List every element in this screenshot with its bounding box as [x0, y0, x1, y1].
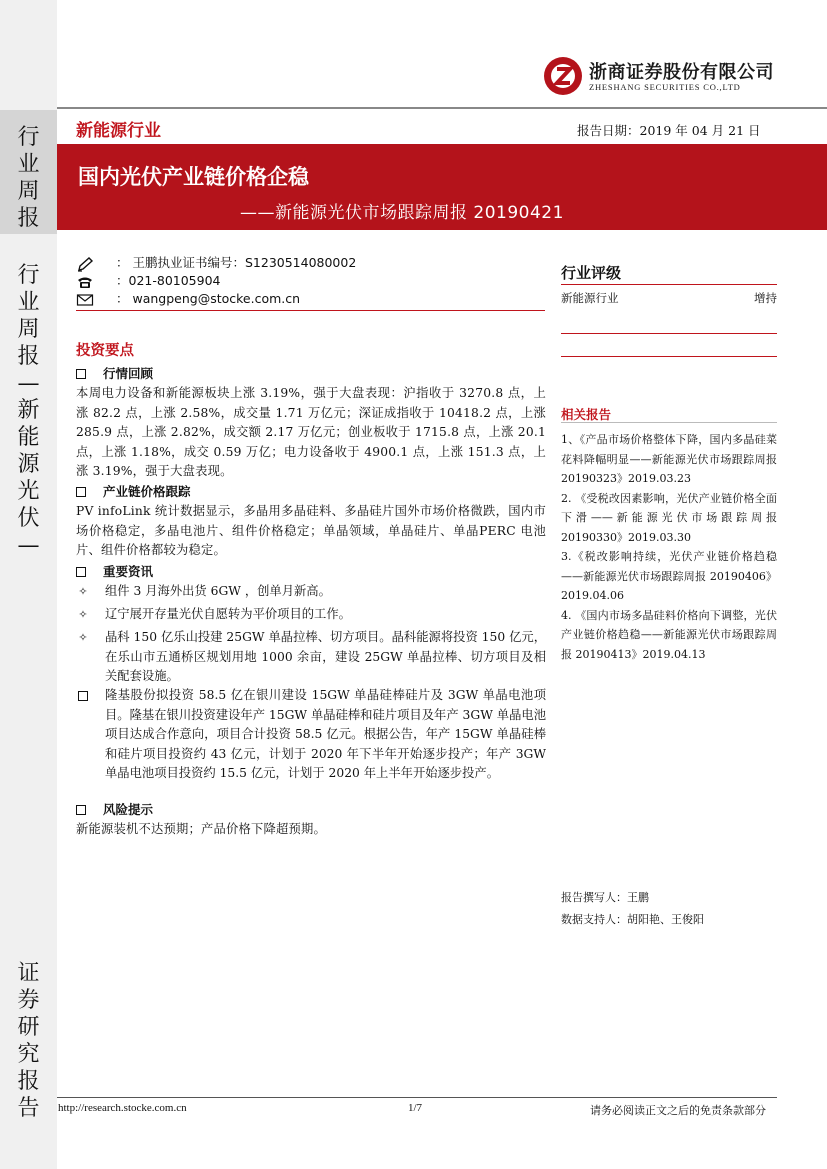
- rating-industry: 新能源行业: [561, 291, 619, 305]
- diamond-bullet-icon: ✧: [78, 585, 88, 598]
- rating-heading: 行业评级: [561, 264, 622, 282]
- side-label-top: 行 业 周 报: [17, 125, 40, 231]
- rating-divider: [561, 356, 777, 357]
- footer-divider: [57, 1097, 777, 1098]
- email-link[interactable]: ： wangpeng@stocke.com.cn: [116, 291, 301, 306]
- company-name-en: ZHESHANG SECURITIES CO.,LTD: [589, 82, 741, 92]
- news-item: ✧ 组件 3 月海外出货 6GW ，创单月新高。: [76, 582, 546, 602]
- news-item: ✧ 晶科 150 亿乐山投建 25GW 单晶拉棒、切方项目。晶科能源将投资 150 亿元，在乐山市五通桥区规划用地 1000 余亩，建设 25GW 单晶拉棒、切方项目及相关配套设施。: [76, 628, 546, 687]
- report-writer: 报告撰写人：王鹏: [561, 891, 649, 904]
- contact-divider: [76, 310, 545, 311]
- related-report-item[interactable]: 3.《税改影响持续，光伏产业链价格趋稳——新能源光伏市场跟踪周报 20190406》2019.04.06: [561, 550, 777, 602]
- footer-url-link[interactable]: http://research.stocke.com.cn: [58, 1102, 187, 1114]
- contact-phone: ：021-80105904: [76, 272, 221, 290]
- price-tracking-text: PV infoLink 统计数据显示，多晶用多晶硅料、多晶硅片国外市场价格微跌，国内市场价格稳定，多晶电池片、组件价格稳定；单晶领域，单晶硅片、单晶PERC 电池片、组件价格都较为稳定。: [76, 504, 546, 558]
- checkbox-bullet-icon: [76, 567, 86, 577]
- investment-highlights-heading: 投资要点: [76, 343, 134, 359]
- risk-text: 新能源装机不达预期；产品价格下降超预期。: [76, 822, 326, 836]
- risk-heading: 风险提示: [76, 800, 153, 818]
- contact-email: [76, 290, 300, 308]
- market-review-heading: 行情回顾: [76, 364, 153, 382]
- related-reports-list: [561, 430, 777, 664]
- side-label-mid: 行 业 周 报 — 新 能 源 光 伏 —: [17, 263, 40, 558]
- news-item-longi: 隆基股份拟投资 58.5 亿在银川建设 15GW 单晶硅棒硅片及 3GW 单晶电池项目。隆基在银川投资建设年产 15GW 单晶硅棒和硅片项目及年产 3GW 单晶电池项目达成合作意向，项目合计投资 58.5 亿元。根据公告，年产 15GW 单晶硅棒和硅片项目投资约 43 亿元，计划于 2020 年下半年开始逐步投产；年产 3GW 单晶电池项目投资约 15.5 亿元，计划于 2020 年上半年开始逐步投产。: [76, 686, 546, 784]
- report-title: 国内光伏产业链价格企稳: [78, 165, 309, 189]
- side-label-bottom: 证 券 研 究 报 告: [17, 961, 40, 1121]
- rating-value: 增持: [754, 291, 777, 305]
- company-name-cn: 浙商证券股份有限公司: [589, 62, 774, 83]
- diamond-bullet-icon: ✧: [78, 631, 88, 644]
- news-heading: 重要资讯: [76, 562, 153, 580]
- report-subtitle: ——新能源光伏市场跟踪周报 20190421: [240, 203, 564, 223]
- rating-row: [561, 290, 777, 306]
- industry-tag: 新能源行业: [76, 121, 161, 141]
- pen-icon: [76, 256, 94, 272]
- logo-mark-icon: [543, 56, 583, 96]
- checkbox-bullet-icon: [78, 691, 88, 701]
- report-date: 报告日期：2019 年 04 月 21 日: [577, 123, 761, 138]
- data-support: 数据支持人：胡阳艳、王俊阳: [561, 913, 704, 926]
- contact-license: ： 王鹏执业证书编号：S1230514080002: [76, 254, 356, 272]
- phone-icon: [76, 274, 94, 290]
- page-number: 1/7: [408, 1102, 423, 1114]
- related-divider: [561, 422, 777, 423]
- company-logo: [543, 56, 773, 96]
- disclaimer-note: 请务必阅读正文之后的免责条款部分: [590, 1104, 766, 1117]
- news-item: ✧ 辽宁展开存量光伏自愿转为平价项目的工作。: [76, 605, 546, 625]
- related-report-item[interactable]: 1、《产品市场价格整体下降，国内多晶硅菜花料降幅明显——新能源光伏市场跟踪周报 20190323》2019.03.23: [561, 433, 777, 485]
- related-report-item[interactable]: 4. 《国内市场多晶硅料价格向下调整，光伏产业链价格趋稳——新能源光伏市场跟踪周报 20190413》2019.04.13: [561, 608, 777, 661]
- checkbox-bullet-icon: [76, 805, 86, 815]
- diamond-bullet-icon: ✧: [78, 608, 88, 621]
- price-tracking-heading: 产业链价格跟踪: [76, 482, 191, 500]
- checkbox-bullet-icon: [76, 369, 86, 379]
- checkbox-bullet-icon: [76, 487, 86, 497]
- related-report-item[interactable]: 2. 《受税改因素影响，光伏产业链价格全面下滑——新能源光伏市场跟踪周报 20190330》2019.03.30: [561, 491, 777, 544]
- rating-divider: [561, 333, 777, 334]
- market-review-text: 本周电力设备和新能源板块上涨 3.19%，强于大盘表现：沪指收于 3270.8 点，上涨 82.2 点，上涨 2.58%，成交量 1.71 万亿元；深证成指收于 10418.2 点，上涨 285.9 点，上涨 2.82%，成交额 2.17 万亿元；创业板收于 1715.8 点，上涨 20.1 点，上涨 1.18%，成交 0.59 万亿；电力设备收于 4900.1 点，上涨 151.3 点，上涨 3.19%，强于大盘表现。: [76, 386, 546, 479]
- rating-divider: [561, 284, 777, 285]
- related-reports-heading: 相关报告: [561, 407, 612, 422]
- header-divider: [57, 107, 827, 109]
- mail-icon: [76, 292, 94, 308]
